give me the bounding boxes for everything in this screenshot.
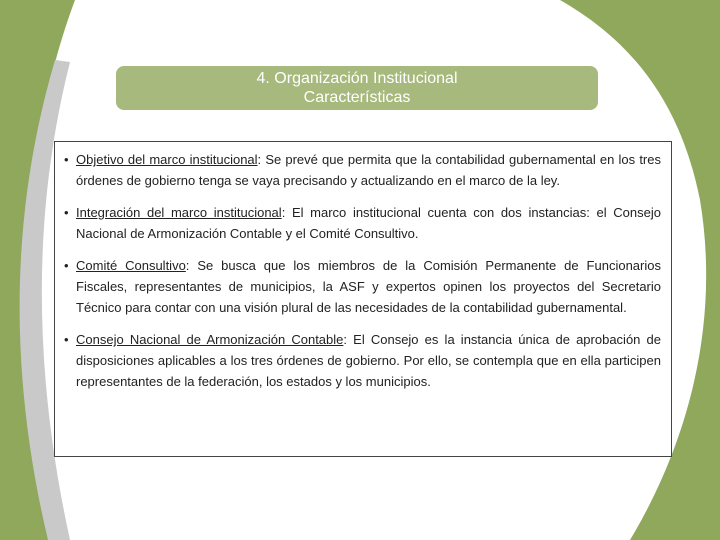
bullet-icon: • xyxy=(64,205,69,220)
item-text: : Se prevé que permita que la contabilidad gubernamental en los tres órdenes de gobierno tenga se vaya precisando y actualizando en el marco de la ley. xyxy=(76,152,661,188)
item-text: : El marco institucional cuenta con dos instancias: el Consejo Nacional de Armonización Contable y el Comité Consultivo. xyxy=(76,205,661,241)
item-text: : El Consejo es la instancia única de aprobación de disposiciones aplicables a los tres órdenes de gobierno. Por ello, se contempla que en ella participen representantes de la federación, los estados y los municipios. xyxy=(76,332,662,389)
item-term: Objetivo del marco institucional xyxy=(76,152,258,167)
item-text: : Se busca que los miembros de la Comisión Permanente de Funcionarios Fiscales, representantes de municipios, la ASF y expertos opinen los proyectos del Secretario Técnico para contar con una visión plural de las necesidades de la contabilidad gubernamental. xyxy=(76,258,661,315)
bullet-icon: • xyxy=(64,258,69,273)
bullet-icon: • xyxy=(64,152,69,167)
item-term: Consejo Nacional de Armonización Contable xyxy=(76,332,344,347)
title-line-2: Características xyxy=(303,89,411,106)
bullet-icon: • xyxy=(64,332,69,347)
title-line-1: 4. Organización Institucional xyxy=(256,70,458,87)
title-banner xyxy=(116,66,598,110)
list-item-consejo xyxy=(64,329,661,392)
list-item-objetivo xyxy=(64,149,661,191)
list-item-comite xyxy=(64,255,661,318)
content-box xyxy=(54,141,672,457)
item-term: Integración del marco institucional xyxy=(76,205,282,220)
item-term: Comité Consultivo xyxy=(76,258,186,273)
list-item-integracion xyxy=(64,202,661,244)
